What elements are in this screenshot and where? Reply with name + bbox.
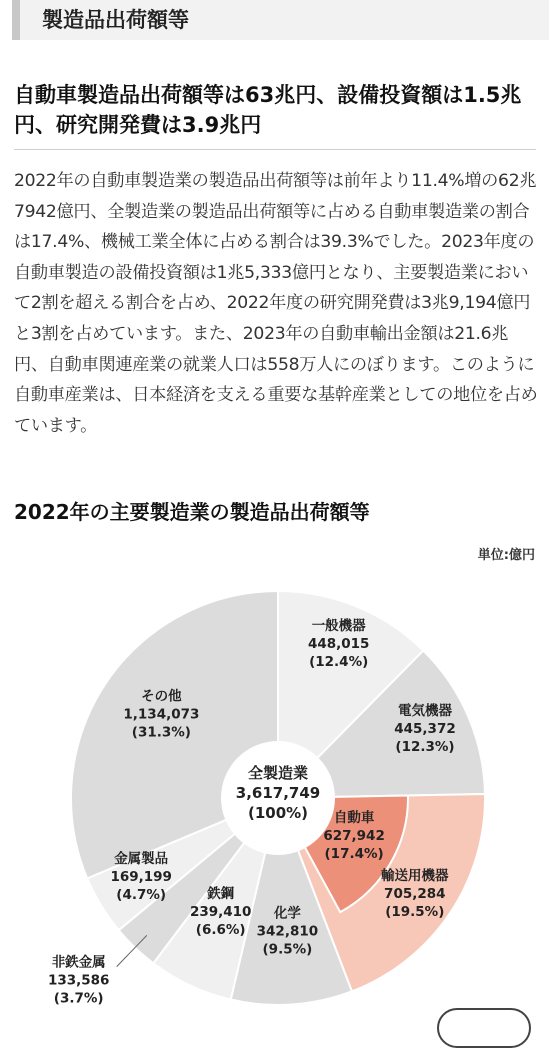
slice-label-electrical-machinery [394, 702, 456, 755]
section-title: 製造品出荷額等 [42, 8, 189, 32]
slice-label-transport-equipment-value: 705,284 [384, 886, 446, 903]
center-label-value: 3,617,749 [235, 784, 321, 802]
slice-label-general-machinery-name: 一般機器 [311, 618, 366, 634]
slice-label-general-machinery-value: 448,015 [307, 636, 370, 652]
slice-label-nonferrous-metals-pct: (3.7%) [53, 990, 104, 1006]
slice-label-chemicals-name: 化学 [273, 905, 301, 922]
slice-label-automobiles-name: 自動車 [333, 810, 375, 827]
slice-label-electrical-machinery-value: 445,372 [394, 720, 456, 737]
divider [14, 149, 536, 150]
slice-label-steel-name: 鉄鋼 [207, 886, 235, 903]
page-top-button[interactable] [437, 1008, 531, 1048]
slice-label-others-name: その他 [141, 688, 182, 705]
slice-label-metal-products-pct: (4.7%) [116, 887, 167, 903]
slice-label-automobiles-value: 627,942 [323, 828, 385, 845]
slice-label-general-machinery-pct: (12.4%) [309, 654, 369, 670]
slice-label-chemicals-value: 342,810 [256, 923, 319, 940]
section-header [12, 0, 549, 40]
chart-title: 2022年の主要製造業の製造品出荷額等 [14, 500, 370, 524]
slice-label-general-machinery [308, 617, 370, 670]
slice-label-electrical-machinery-name: 電気機器 [398, 702, 452, 719]
slice-label-nonferrous-metals [48, 954, 110, 1006]
slice-label-others-pct: (31.3%) [131, 724, 191, 741]
slice-label-automobiles-pct: (17.4%) [324, 846, 384, 863]
slice-label-transport-equipment-name: 輸送用機器 [381, 868, 449, 885]
slice-label-steel-value: 239,410 [189, 904, 252, 921]
center-label-label: 全製造業 [247, 764, 309, 782]
headline: 自動車製造品出荷額等は63兆円、設備投資額は1.5兆円、研究開発費は3.9兆円 [14, 83, 522, 137]
slice-label-nonferrous-metals-value: 133,586 [47, 972, 110, 989]
slice-label-others-value: 1,134,073 [123, 706, 200, 723]
unit-label: 単位:億円 [477, 548, 535, 563]
center-label-pct: (100%) [247, 804, 309, 822]
slice-label-transport-equipment-pct: (19.5%) [385, 904, 445, 921]
slice-label-transport-equipment [381, 867, 449, 920]
body-paragraph: 2022年の自動車製造業の製造品出荷額等は前年より11.4%増の62兆7942億円、全製造業の製造品出荷額等に占める自動車製造業の割合は17.4%、機械工業全体に占める割合は39.3%でした。2023年度の自動車製造の設備投資額は1兆5,333億円となり、主要製造業において2割を超える割合を占め、2022年度の研究開発費は3兆9,194億円と3割を占めています。また、2023年の自動車輸出金額は21.6兆円、自動車関連産業の就業人口は558万人にのぼります。このように自動車産業は、日本経済を支える重要な基幹産業としての地位を占めています。 [14, 171, 538, 436]
slice-label-electrical-machinery-pct: (12.3%) [395, 738, 455, 755]
slice-label-steel-pct: (6.6%) [195, 922, 246, 939]
slice-label-nonferrous-metals-name: 非鉄金属 [51, 954, 106, 971]
slice-label-metal-products-name: 金属製品 [114, 851, 169, 867]
slice-label-metal-products-value: 169,199 [110, 869, 172, 885]
pie-chart [0, 570, 549, 1006]
center-label [236, 764, 320, 822]
slice-label-chemicals-pct: (9.5%) [262, 941, 313, 958]
slice-label-metal-products [110, 850, 172, 903]
